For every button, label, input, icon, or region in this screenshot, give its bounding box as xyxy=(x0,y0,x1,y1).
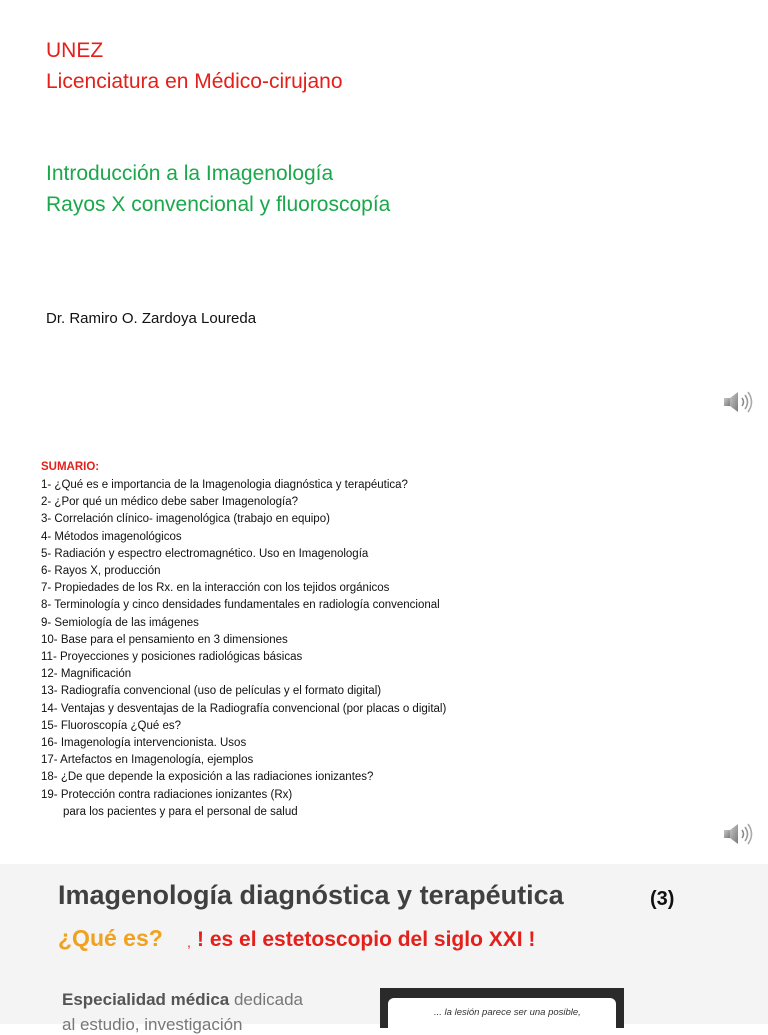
author-name: Dr. Ramiro O. Zardoya Loureda xyxy=(46,310,257,327)
topic-item: 16- Imagenología intervencionista. Usos xyxy=(41,737,247,750)
topic-item: 15- Fluoroscopía ¿Qué es? xyxy=(41,719,181,732)
topic-item: 11- Proyecciones y posiciones radiológicas básicas xyxy=(41,651,303,664)
summary-slide xyxy=(0,432,768,864)
topic-item: 6- Rayos X, producción xyxy=(41,565,161,578)
topic-item: 12- Magnificación xyxy=(41,668,132,681)
topic-item: 1- ¿Qué es e importancia de la Imagenologia diagnóstica y terapéutica? xyxy=(41,479,408,491)
topic-item: 10- Base para el pensamiento en 3 dimensiones xyxy=(41,633,288,646)
comma-mark: , xyxy=(187,934,191,950)
body-text-cut: al estudio, investigación xyxy=(62,1015,243,1034)
topic-item: 18- ¿De que depende la exposición a las radiaciones ionizantes? xyxy=(41,771,374,784)
topic-item: 13- Radiografía convencional (uso de películas y el formato digital) xyxy=(41,685,382,698)
topic-item: 8- Terminología y cinco densidades fundamentales en radiología convencional xyxy=(41,599,440,612)
course-subtitle: Rayos X convencional y fluoroscopía xyxy=(46,193,391,216)
topic-item: 7- Propiedades de los Rx. en la interacción con los tejidos orgánicos xyxy=(41,582,390,595)
course-title: Introducción a la Imagenología xyxy=(46,162,334,185)
topic-item: 5- Radiación y espectro electromagnético. Uso en Imagenología xyxy=(41,547,369,560)
topic-item: 3- Correlación clínico- imagenológica (trabajo en equipo) xyxy=(41,513,330,526)
topic-item-continuation: para los pacientes y para el personal de salud xyxy=(63,805,298,818)
question-text: ¿Qué es? xyxy=(58,925,163,951)
speaker-icon[interactable] xyxy=(722,389,756,415)
speaker-icon[interactable] xyxy=(722,821,756,847)
topic-item: 17- Artefactos en Imagenología, ejemplos xyxy=(41,754,254,767)
slide-title: Imagenología diagnóstica y terapéutica xyxy=(58,880,564,910)
comic-speech-bubble: ... la lesión parece ser una posible, xyxy=(434,1007,581,1018)
slide-number: (3) xyxy=(650,888,675,910)
comic-image xyxy=(380,988,624,1028)
body-strong: Especialidad médica xyxy=(62,990,230,1009)
content-slide xyxy=(0,864,768,1034)
topic-item: 19- Protección contra radiaciones ionizantes (Rx) xyxy=(41,788,293,801)
body-text xyxy=(62,990,303,1010)
topic-list xyxy=(41,477,446,821)
title-slide xyxy=(0,0,768,432)
degree-name: Licenciatura en Médico-cirujano xyxy=(46,70,343,93)
summary-heading: SUMARIO: xyxy=(41,461,100,473)
topic-item: 2- ¿Por qué un médico debe saber Imagenología? xyxy=(41,496,298,509)
topic-item: 9- Semiología de las imágenes xyxy=(41,616,199,629)
answer-text: ! es el estetoscopio del siglo XXI ! xyxy=(197,928,536,951)
university-name: UNEZ xyxy=(46,39,104,62)
body-rest: dedicada xyxy=(229,990,303,1009)
topic-item: 14- Ventajas y desventajas de la Radiografía convencional (por placas o digital) xyxy=(41,702,447,715)
topic-item: 4- Métodos imagenológicos xyxy=(41,530,182,543)
